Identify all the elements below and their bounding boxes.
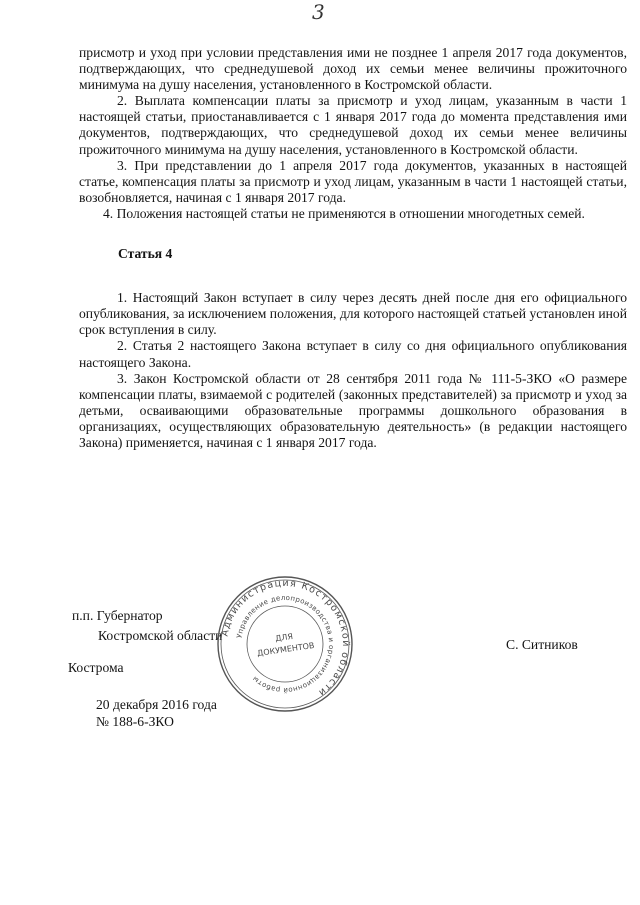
article-4-heading: Статья 4: [118, 246, 173, 262]
signature-governor-label: п.п. Губернатор: [72, 608, 163, 623]
page-number: 3: [312, 0, 325, 24]
official-stamp: [215, 574, 355, 714]
paragraph-4: 4. Положения настоящей статьи не применяются в отношении многодетных семей.: [103, 205, 585, 221]
law-number: № 188-6-ЗКО: [96, 714, 174, 729]
stamp-inner-text: Управление делопроизводства и организационной работы: [235, 593, 336, 695]
signature-region-label: Костромской области: [98, 628, 223, 643]
article-4-paragraph-3: 3. Закон Костромской области от 28 сентября 2011 года № 111-5-ЗКО «О размере компенсации платы, взимаемой с родителей (законных представителей) за присмотр и уход за детьми, осваивающими образовательные программы дошкольного образования в организациях, осуществляющих образовательную деятельность» (в редакции настоящего Закона) применяется, начиная с 1 января 2017 года.: [79, 370, 627, 450]
paragraph-2: 2. Выплата компенсации платы за присмотр и уход лицам, указанным в части 1 настоящей статьи, приостанавливается с 1 января 2017 года до момента представления ими документов, подтверждающих, что среднедушевой доход их семьи менее величины прожиточного минимума на душу населения, установленного в Костромской области.: [79, 93, 627, 157]
law-text-body: [79, 45, 627, 451]
article-4-paragraph-1: 1. Настоящий Закон вступает в силу через десять дней после дня его официального опубликования, за исключением положения, для которого настоящей статьей установлен иной срок вступления в силу.: [79, 290, 627, 338]
signature-city: Кострома: [68, 660, 124, 675]
paragraph-continuation: присмотр и уход при условии представления ими не позднее 1 апреля 2017 года документов, подтверждающих, что среднедушевой доход их семьи менее величины прожиточного минимума на душу населения, установленного в Костромской области.: [79, 45, 627, 93]
signature-name: С. Ситников: [506, 637, 578, 652]
article-4-paragraph-2: 2. Статья 2 настоящего Закона вступает в силу со дня официального опубликования настоящего Закона.: [79, 338, 627, 370]
stamp-center-line2: ДОКУМЕНТОВ: [256, 640, 315, 658]
law-date: 20 декабря 2016 года: [96, 697, 217, 712]
paragraph-3: 3. При представлении до 1 апреля 2017 года документов, указанных в настоящей статье, компенсация платы за присмотр и уход лицам, указанным в части 1 настоящей статьи, возобновляется, начиная с 1 января 2017 года.: [79, 157, 627, 205]
stamp-center-line1: ДЛЯ: [274, 631, 294, 644]
stamp-outer-text: Администрация Костромской области: [219, 577, 352, 699]
